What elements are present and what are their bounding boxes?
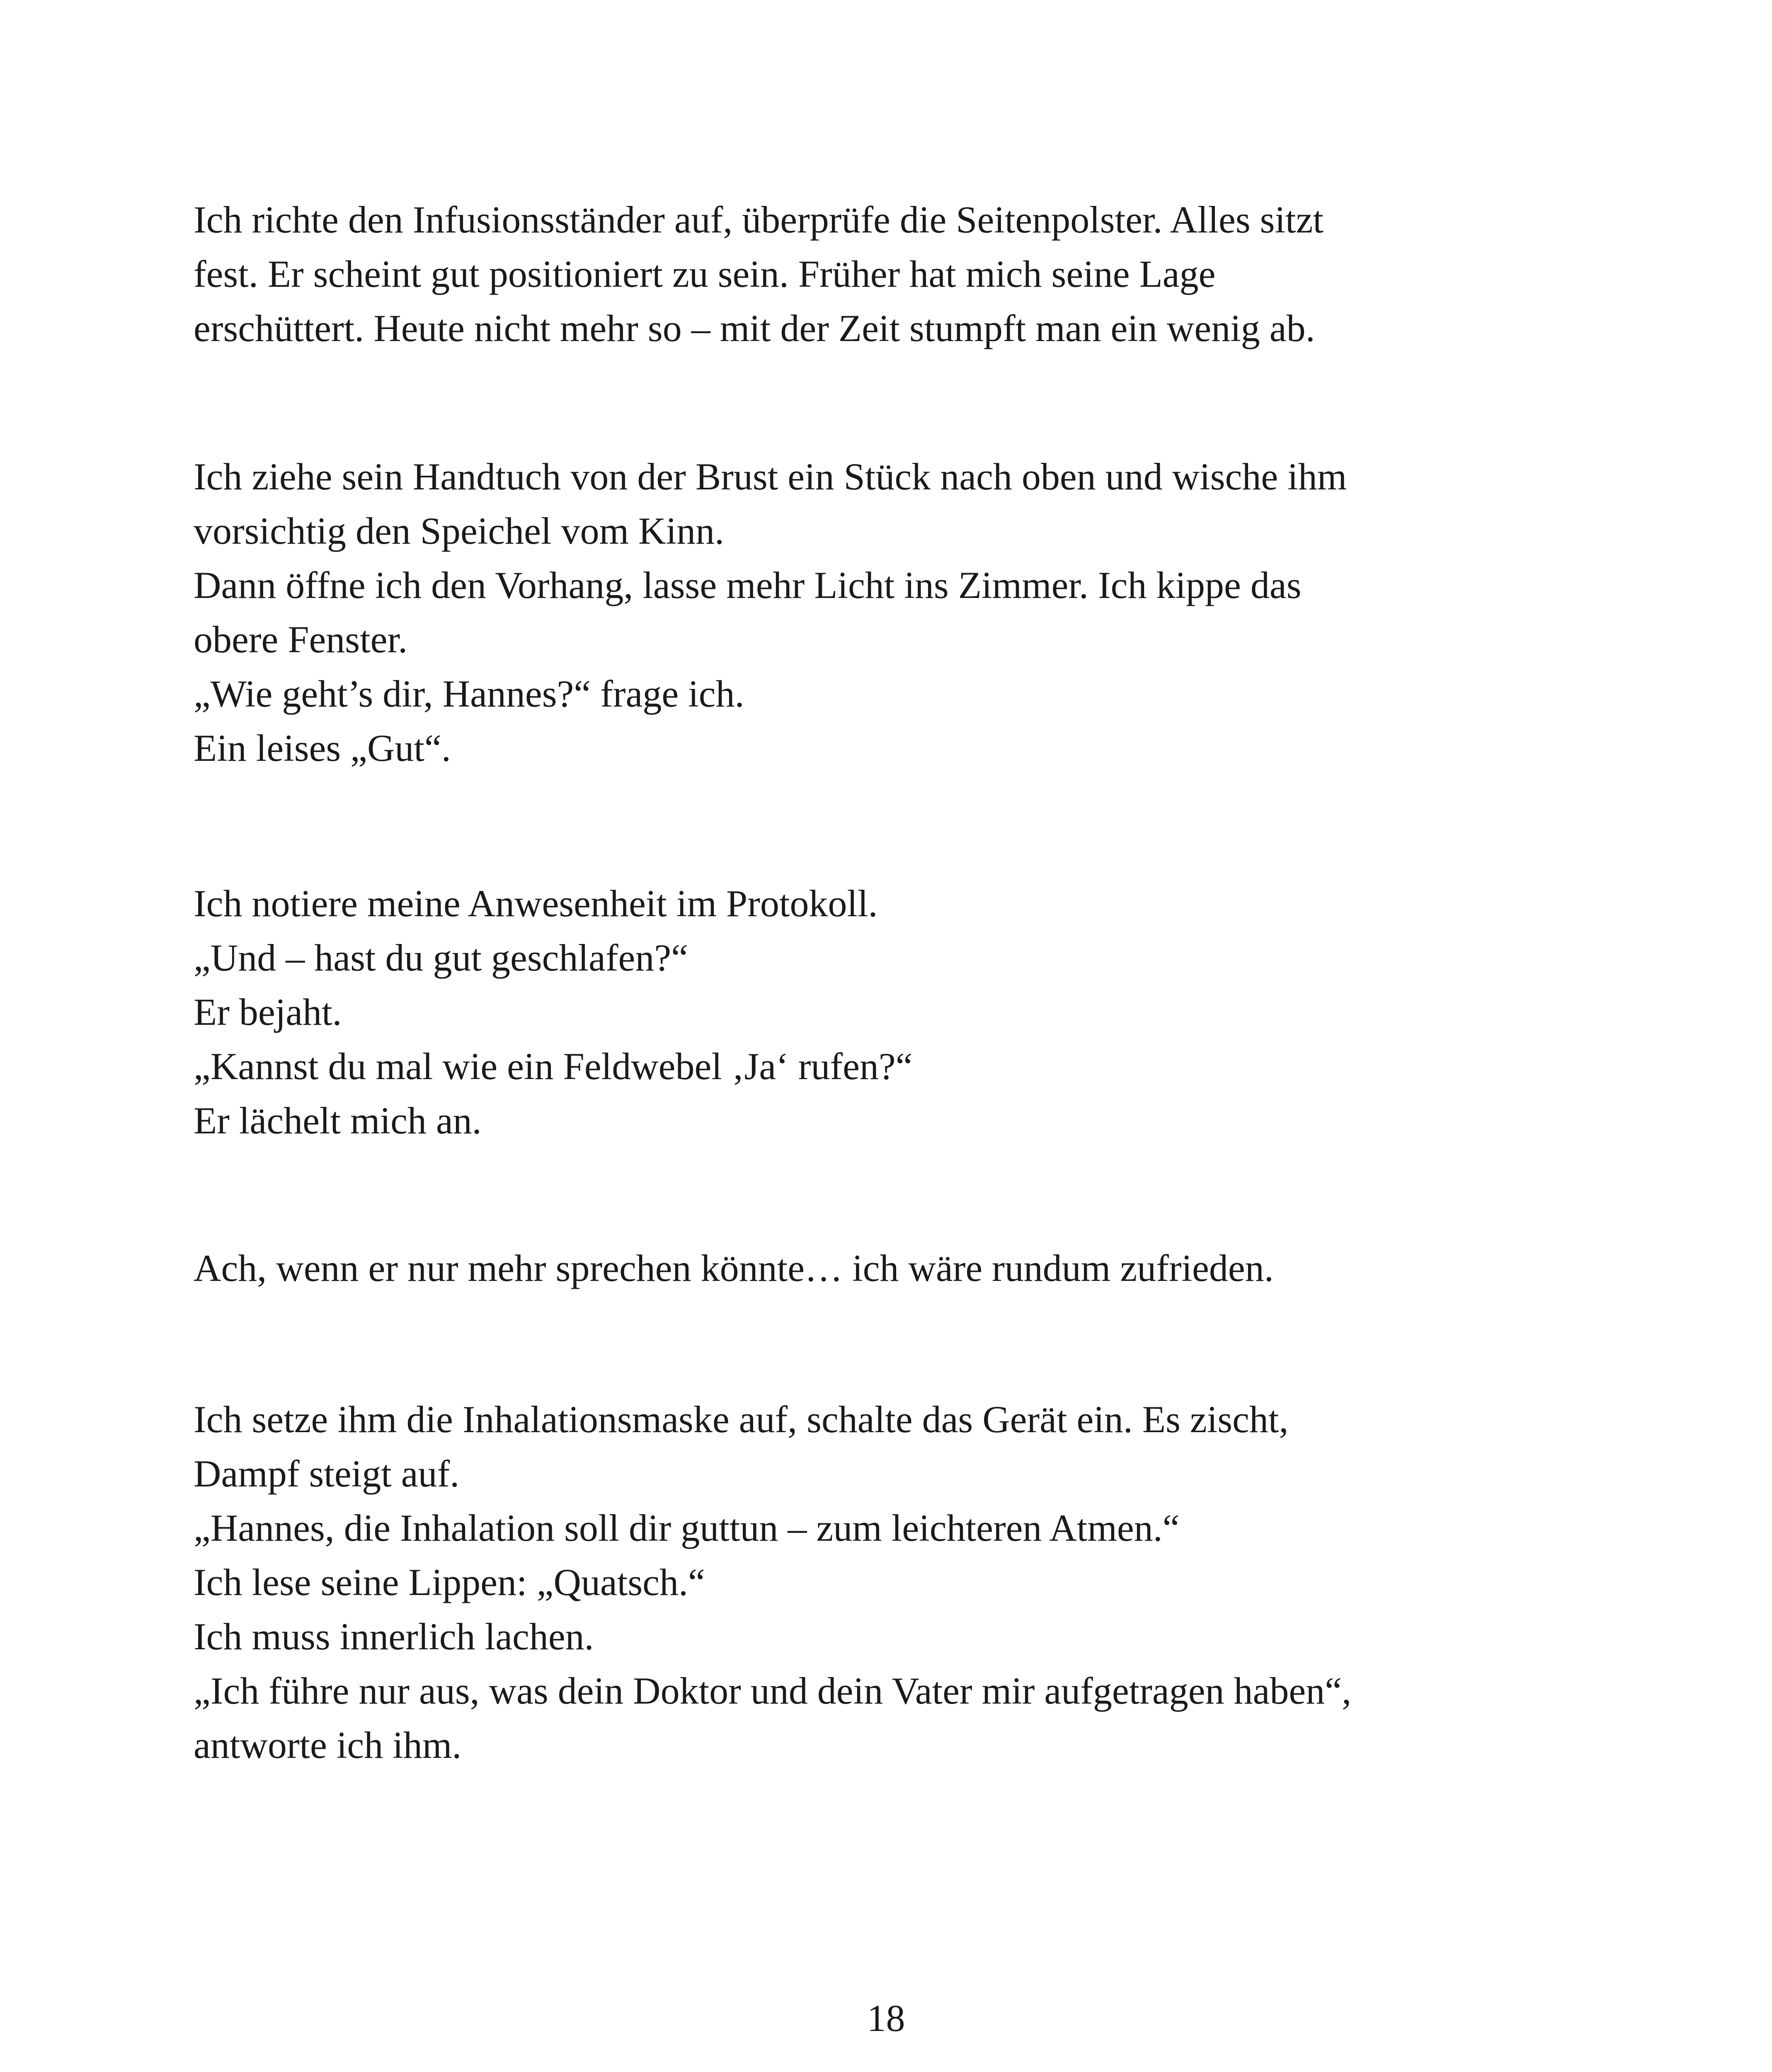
text-line: „Wie geht’s dir, Hannes?“ frage ich. <box>194 673 744 715</box>
text-line: Ach, wenn er nur mehr sprechen könnte… ich wäre rundum zufrieden. <box>194 1247 1274 1289</box>
text-line: „Kannst du mal wie ein Feldwebel ‚Ja‘ rufen?“ <box>194 1045 913 1087</box>
paragraph-3 <box>194 876 1520 1148</box>
text-line: Dann öffne ich den Vorhang, lasse mehr Licht ins Zimmer. Ich kippe das <box>194 564 1302 606</box>
text-line: obere Fenster. <box>194 618 408 661</box>
paragraph-1 <box>194 193 1520 356</box>
text-line: fest. Er scheint gut positioniert zu sein. Früher hat mich seine Lage <box>194 253 1216 295</box>
text-line: Ich lese seine Lippen: „Quatsch.“ <box>194 1561 705 1603</box>
text-line: Ein leises „Gut“. <box>194 727 451 769</box>
paragraph-5 <box>194 1392 1520 1772</box>
text-line: Dampf steigt auf. <box>194 1452 460 1495</box>
paragraph-4 <box>194 1241 1520 1295</box>
text-line: Ich ziehe sein Handtuch von der Brust ein Stück nach oben und wische ihm <box>194 455 1347 498</box>
text-line: Ich notiere meine Anwesenheit im Protokoll. <box>194 882 878 925</box>
paragraph-2 <box>194 450 1520 775</box>
text-line: Ich muss innerlich lachen. <box>194 1615 594 1658</box>
text-line: Ich richte den Infusionsständer auf, überprüfe die Seitenpolster. Alles sitzt <box>194 198 1324 241</box>
text-line: vorsichtig den Speichel vom Kinn. <box>194 510 725 552</box>
text-line: Er lächelt mich an. <box>194 1099 482 1142</box>
text-line: antworte ich ihm. <box>194 1724 462 1766</box>
page-number: 18 <box>867 1997 905 2039</box>
text-line: erschüttert. Heute nicht mehr so – mit der Zeit stumpft man ein wenig ab. <box>194 307 1315 349</box>
text-line: „Ich führe nur aus, was dein Doktor und dein Vater mir aufgetragen haben“, <box>194 1670 1352 1712</box>
text-line: „Und – hast du gut geschlafen?“ <box>194 937 688 979</box>
text-line: Er bejaht. <box>194 991 342 1033</box>
text-line: „Hannes, die Inhalation soll dir guttun – zum leichteren Atmen.“ <box>194 1507 1180 1549</box>
text-line: Ich setze ihm die Inhalationsmaske auf, schalte das Gerät ein. Es zischt, <box>194 1398 1289 1440</box>
